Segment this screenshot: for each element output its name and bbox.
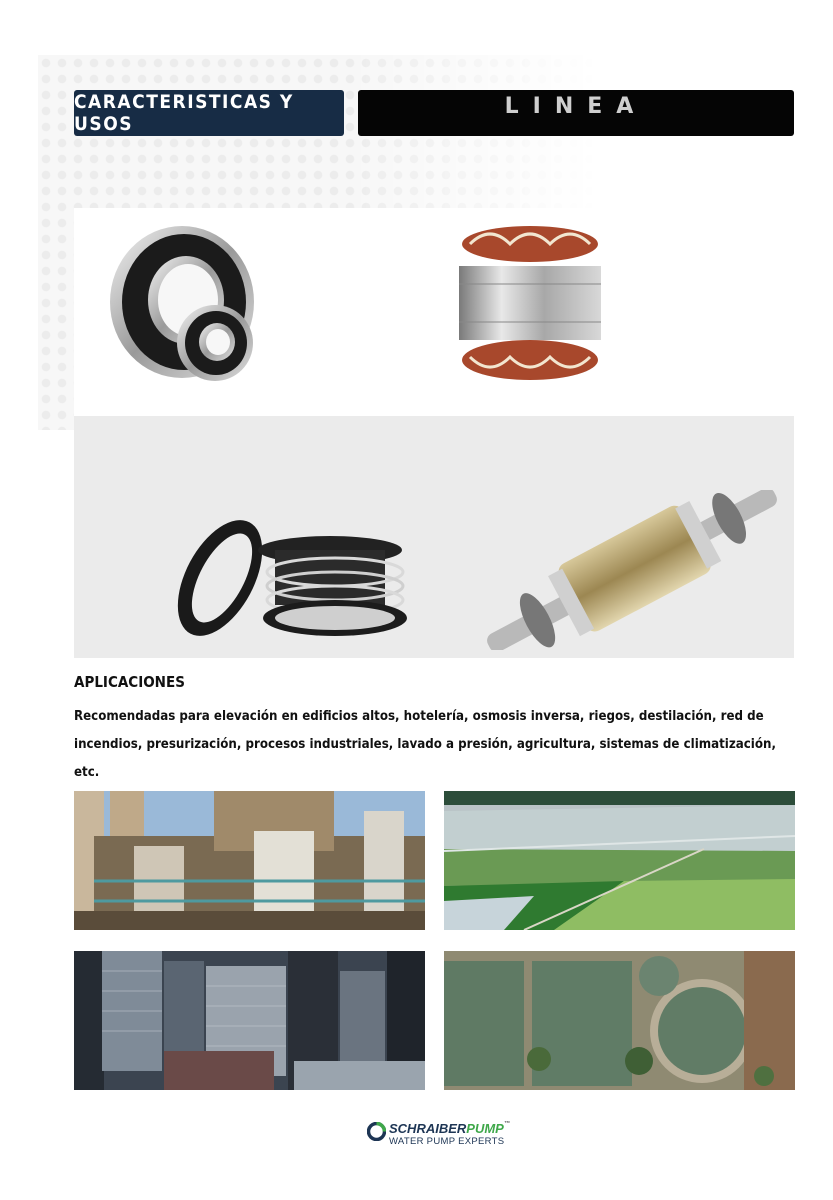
- rotor-shaft-photo: [470, 490, 794, 650]
- schraiberpump-logo: [367, 1121, 510, 1151]
- logo-swirl-icon: [367, 1122, 386, 1141]
- section-title-characteristics: CARACTERISTICAS Y USOS: [74, 90, 344, 136]
- water-treatment-photo: [444, 951, 795, 1090]
- stator-photo: [455, 222, 605, 382]
- brand-tagline: WATER PUMP EXPERTS: [389, 1136, 505, 1147]
- rice-fields-photo: [444, 791, 795, 930]
- section-title-line: LINEA: [358, 90, 794, 136]
- city-buildings-photo: [74, 951, 425, 1090]
- applications-text: Recomendadas para elevación en edificios altos, hotelería, osmosis inversa, riegos, destilación, red de incendios, presurización, procesos industriales, lavado a presión, agricultura, sistemas de climatización, etc.: [74, 709, 776, 780]
- industrial-plant-photo: [74, 791, 425, 930]
- mechanical-seal-photo: [175, 510, 410, 645]
- brand-name: SCHRAIBERPUMP™: [389, 1121, 510, 1136]
- bearing-photo: [100, 222, 260, 387]
- applications-heading: APLICACIONES: [74, 673, 185, 691]
